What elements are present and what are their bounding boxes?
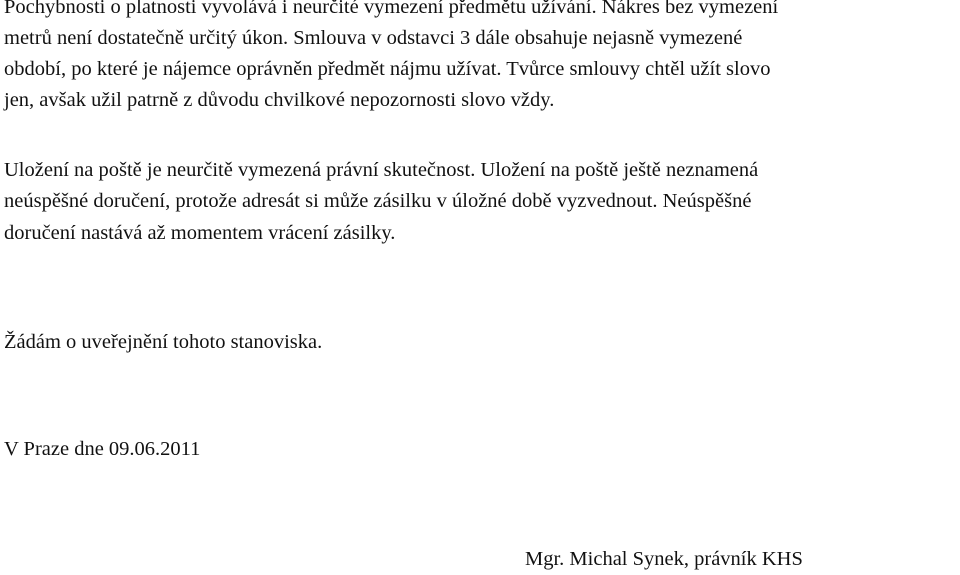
paragraph2-line-2: neúspěšné doručení, protože adresát si může zásilku v úložné době vyzvednout. Neúspěšné	[4, 190, 752, 212]
paragraph1-line-4: jen, avšak užil patrně z důvodu chvilkové nepozornosti slovo vždy.	[4, 89, 555, 111]
paragraph2-line-1: Uložení na poště je neurčitě vymezená právní skutečnost. Uložení na poště ještě neznamená	[4, 159, 759, 181]
paragraph1-line-3: období, po které je nájemce oprávněn předmět nájmu užívat. Tvůrce smlouvy chtěl užít slovo	[4, 58, 771, 80]
signature-line: Mgr. Michal Synek, právník KHS	[525, 548, 803, 570]
paragraph1-line-1: Pochybnosti o platnosti vyvolává i neurčité vymezení předmětu užívání. Nákres bez vymezení	[4, 0, 779, 18]
place-and-date: V Praze dne 09.06.2011	[4, 438, 201, 460]
paragraph1-line-2: metrů není dostatečně určitý úkon. Smlouva v odstavci 3 dále obsahuje nejasně vymezené	[4, 27, 743, 49]
paragraph2-line-3: doručení nastává až momentem vrácení zásilky.	[4, 222, 396, 244]
publication-request: Žádám o uveřejnění tohoto stanoviska.	[4, 331, 323, 353]
